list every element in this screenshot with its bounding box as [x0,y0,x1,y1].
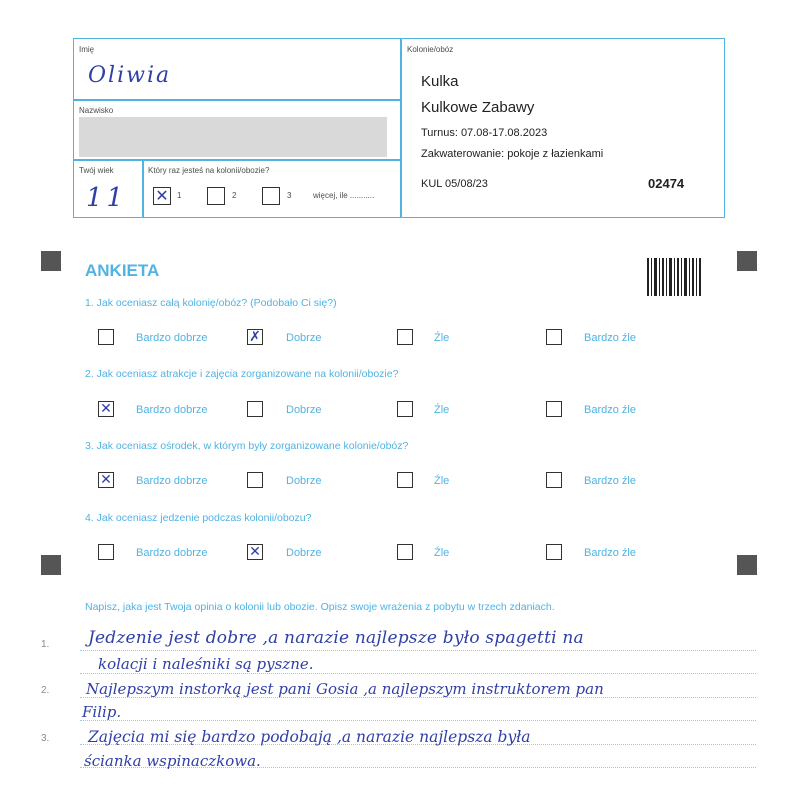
q2-option-bardzo-zle-label: Bardzo źle [584,404,636,416]
opinion-prompt: Napisz, jaka jest Twoja opinia o kolonii lub obozie. Opisz swoje wrażenia z pobytu w trzech zdaniach. [85,601,555,613]
q3-option-dobrze-label: Dobrze [286,475,322,487]
registration-mark-tr [737,251,757,271]
barcode-image [647,258,701,296]
visit-option-1-label: 1 [177,191,182,200]
q3-option-dobrze-checkbox[interactable] [247,472,263,488]
visit-option-3-label: 3 [287,191,292,200]
registration-mark-bl [41,555,61,575]
zakwaterowanie: Zakwaterowanie: pokoje z łazienkami [421,148,604,160]
question-2-text: 2. Jak oceniasz atrakcje i zajęcia zorganizowane na kolonii/obozie? [85,368,399,380]
visit-option-2-label: 2 [232,191,237,200]
kolonie-label: Kolonie/obóz [407,45,454,54]
q3-option-zle-label: Źle [434,475,450,487]
ktory-raz-label: Który raz jesteś na kolonii/obozie? [148,166,270,175]
wiek-value[interactable]: 11 [86,183,128,213]
q2-option-bardzo-zle-checkbox[interactable] [546,401,562,417]
q1-option-dobrze-checkbox[interactable]: ✗ [247,329,263,345]
wiecej-label: więcej, ile ........... [313,191,375,200]
q1-option-dobrze-label: Dobrze [286,332,322,344]
q2-option-zle-checkbox[interactable] [397,401,413,417]
wiek-label: Twój wiek [79,166,114,175]
q1-option-bardzo-zle-checkbox[interactable] [546,329,562,345]
handwritten-line-1[interactable]: Jedzenie jest dobre ,a narazie najlepsze było spagetti na [88,628,584,648]
q4-option-bardzo-zle-checkbox[interactable] [546,544,562,560]
writing-line [80,650,756,651]
q1-option-zle-label: Źle [434,332,450,344]
registration-mark-br [737,555,757,575]
imie-value[interactable]: Oliwia [88,63,172,88]
handwritten-line-2[interactable]: kolacji i naleśniki są pyszne. [98,655,314,673]
header-divider-vertical [400,38,402,218]
visit-checkbox-3[interactable] [262,187,280,205]
q4-option-dobrze-label: Dobrze [286,547,322,559]
turnus: Turnus: 07.08-17.08.2023 [421,127,548,139]
q3-option-bardzo-dobrze-checkbox[interactable]: ✕ [98,472,114,488]
form-number: 02474 [648,176,685,191]
survey-title: ANKIETA [85,261,160,280]
handwritten-line-4[interactable]: Filip. [82,703,122,721]
q4-option-dobrze-checkbox[interactable]: ✕ [247,544,263,560]
camp-code: KUL 05/08/23 [421,178,488,190]
visit-checkbox-1[interactable]: ✕ [153,187,171,205]
header-divider-age [142,159,144,218]
q1-option-zle-checkbox[interactable] [397,329,413,345]
camp-program: Kulkowe Zabawy [421,99,535,116]
q3-option-bardzo-dobrze-label: Bardzo dobrze [136,475,208,487]
q1-option-bardzo-zle-label: Bardzo źle [584,332,636,344]
line-number-3: 3. [41,733,50,744]
line-number-1: 1. [41,639,50,650]
question-3-text: 3. Jak oceniasz ośrodek, w którym były zorganizowane kolonie/obóz? [85,440,409,452]
header-divider-1 [73,99,401,101]
writing-line [80,673,756,674]
registration-mark-tl [41,251,61,271]
q1-option-bardzo-dobrze-checkbox[interactable] [98,329,114,345]
line-number-2: 2. [41,685,50,696]
q2-option-dobrze-label: Dobrze [286,404,322,416]
handwritten-line-6[interactable]: ścianka wspinaczkowa. [84,752,261,770]
q3-option-bardzo-zle-label: Bardzo źle [584,475,636,487]
handwritten-line-3[interactable]: Najlepszym instorką jest pani Gosia ,a najlepszym instruktorem pan [86,680,604,698]
nazwisko-label: Nazwisko [79,106,114,115]
writing-line [80,720,756,721]
q2-option-dobrze-checkbox[interactable] [247,401,263,417]
question-4-text: 4. Jak oceniasz jedzenie podczas kolonii/obozu? [85,512,312,524]
handwritten-line-5[interactable]: Zajęcia mi się bardzo podobają ,a narazie najlepsza była [88,728,531,746]
q4-option-zle-label: Źle [434,547,450,559]
q3-option-zle-checkbox[interactable] [397,472,413,488]
imie-label: Imię [79,45,95,54]
q4-option-bardzo-zle-label: Bardzo źle [584,547,636,559]
q4-option-bardzo-dobrze-label: Bardzo dobrze [136,547,208,559]
q1-option-bardzo-dobrze-label: Bardzo dobrze [136,332,208,344]
question-1-text: 1. Jak oceniasz całą kolonię/obóz? (Podobało Ci się?) [85,297,337,309]
nazwisko-redacted [79,117,387,157]
q2-option-bardzo-dobrze-label: Bardzo dobrze [136,404,208,416]
visit-checkbox-2[interactable] [207,187,225,205]
q2-option-zle-label: Źle [434,404,450,416]
q4-option-zle-checkbox[interactable] [397,544,413,560]
camp-name: Kulka [421,73,459,90]
header-divider-2 [73,159,401,161]
q2-option-bardzo-dobrze-checkbox[interactable]: ✕ [98,401,114,417]
q3-option-bardzo-zle-checkbox[interactable] [546,472,562,488]
q4-option-bardzo-dobrze-checkbox[interactable] [98,544,114,560]
